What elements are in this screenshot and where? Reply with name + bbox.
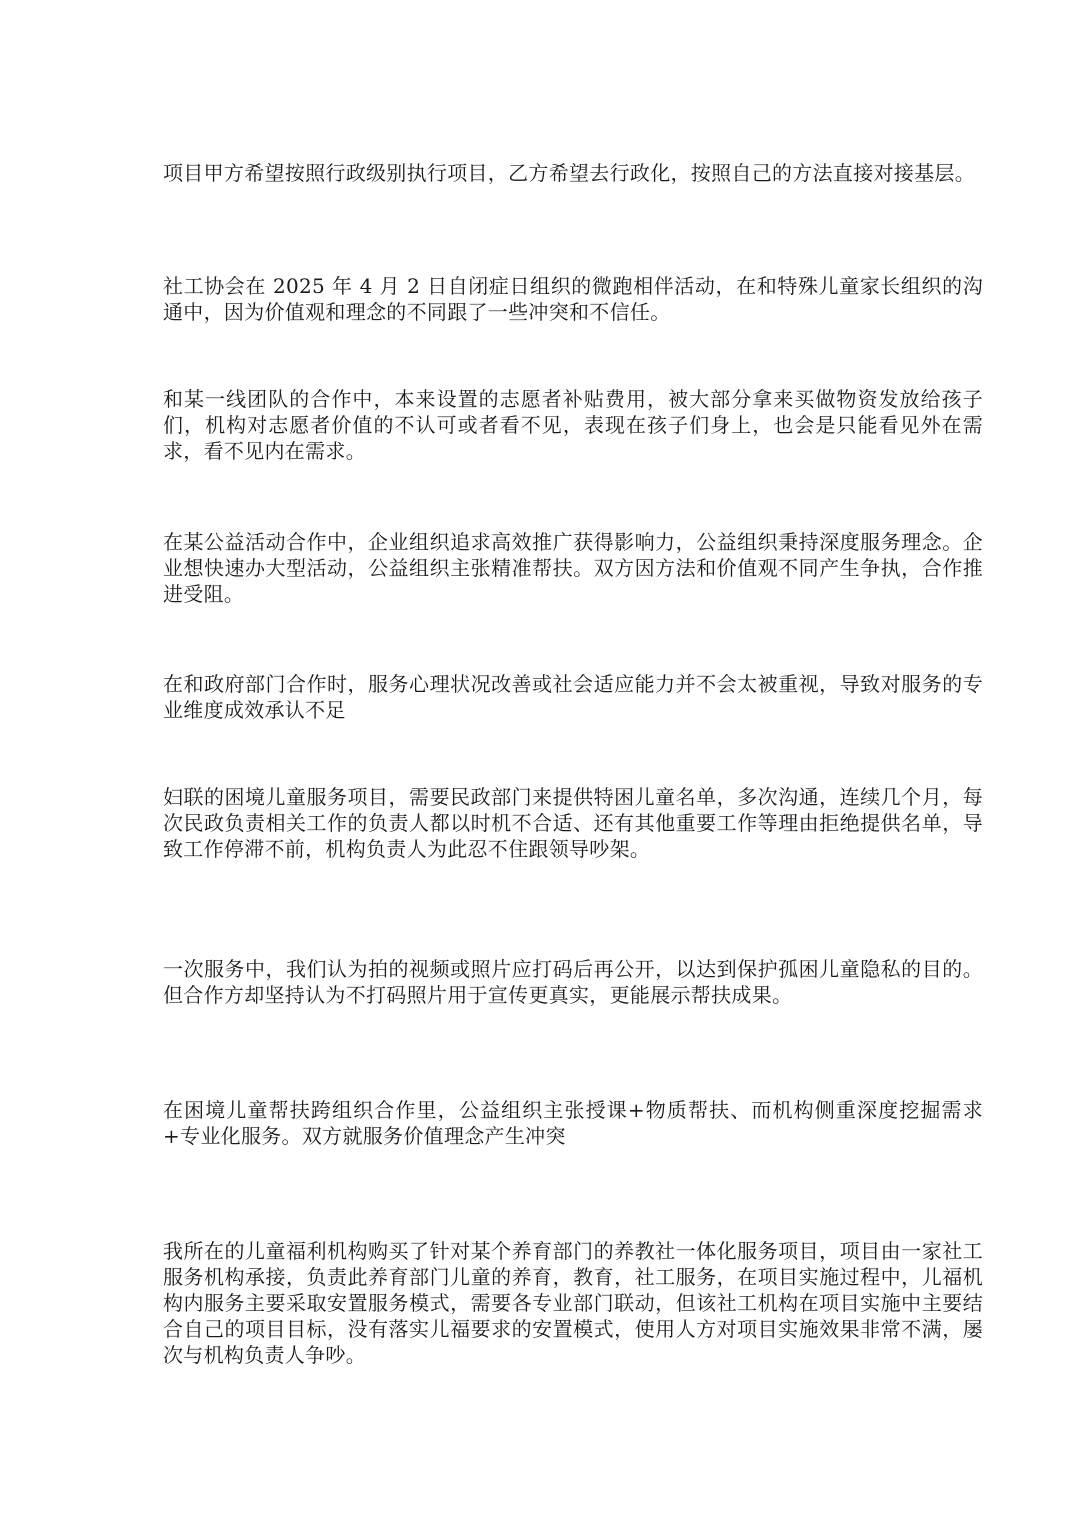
case-paragraph-8: 在困境儿童帮扶跨组织合作里，公益组织主张授课+物质帮扶、而机构侧重深度挖掘需求+专业化服务。双方就服务价值理念产生冲突: [163, 1098, 983, 1148]
case-paragraph-3: 和某一线团队的合作中，本来设置的志愿者补贴费用，被大部分拿来买做物资发放给孩子们，机构对志愿者价值的不认可或者看不见，表现在孩子们身上，也会是只能看见外在需求，看不见内在需求。: [163, 387, 983, 463]
case-paragraph-9: 我所在的儿童福利机构购买了针对某个养育部门的养教社一体化服务项目，项目由一家社工服务机构承接，负责此养育部门儿童的养育，教育，社工服务，在项目实施过程中，儿福机构内服务主要采取安置服务模式，需要各专业部门联动，但该社工机构在项目实施中主要结合自己的项目目标，没有落实儿福要求的安置模式，使用人方对项目实施效果非常不满，屡次与机构负责人争吵。: [163, 1239, 983, 1367]
case-paragraph-4: 在某公益活动合作中，企业组织追求高效推广获得影响力，公益组织秉持深度服务理念。企业想快速办大型活动，公益组织主张精准帮扶。双方因方法和价值观不同产生争执，合作推进受阻。: [163, 530, 983, 606]
case-paragraph-1: 项目甲方希望按照行政级别执行项目，乙方希望去行政化，按照自己的方法直接对接基层。: [163, 161, 975, 185]
case-paragraph-7: 一次服务中，我们认为拍的视频或照片应打码后再公开，以达到保护孤困儿童隐私的目的。但合作方却坚持认为不打码照片用于宣传更真实，更能展示帮扶成果。: [163, 957, 983, 1007]
case-paragraph-5: 在和政府部门合作时，服务心理状况改善或社会适应能力并不会太被重视，导致对服务的专业维度成效承认不足: [163, 672, 983, 722]
case-paragraph-2: 社工协会在 2025 年 4 月 2 日自闭症日组织的微跑相伴活动，在和特殊儿童家长组织的沟通中，因为价值观和理念的不同跟了一些冲突和不信任。: [163, 274, 983, 324]
case-paragraph-6: 妇联的困境儿童服务项目，需要民政部门来提供特困儿童名单，多次沟通，连续几个月，每次民政负责相关工作的负责人都以时机不合适、还有其他重要工作等理由拒绝提供名单，导致工作停滞不前，机构负责人为此忍不住跟领导吵架。: [163, 785, 983, 861]
